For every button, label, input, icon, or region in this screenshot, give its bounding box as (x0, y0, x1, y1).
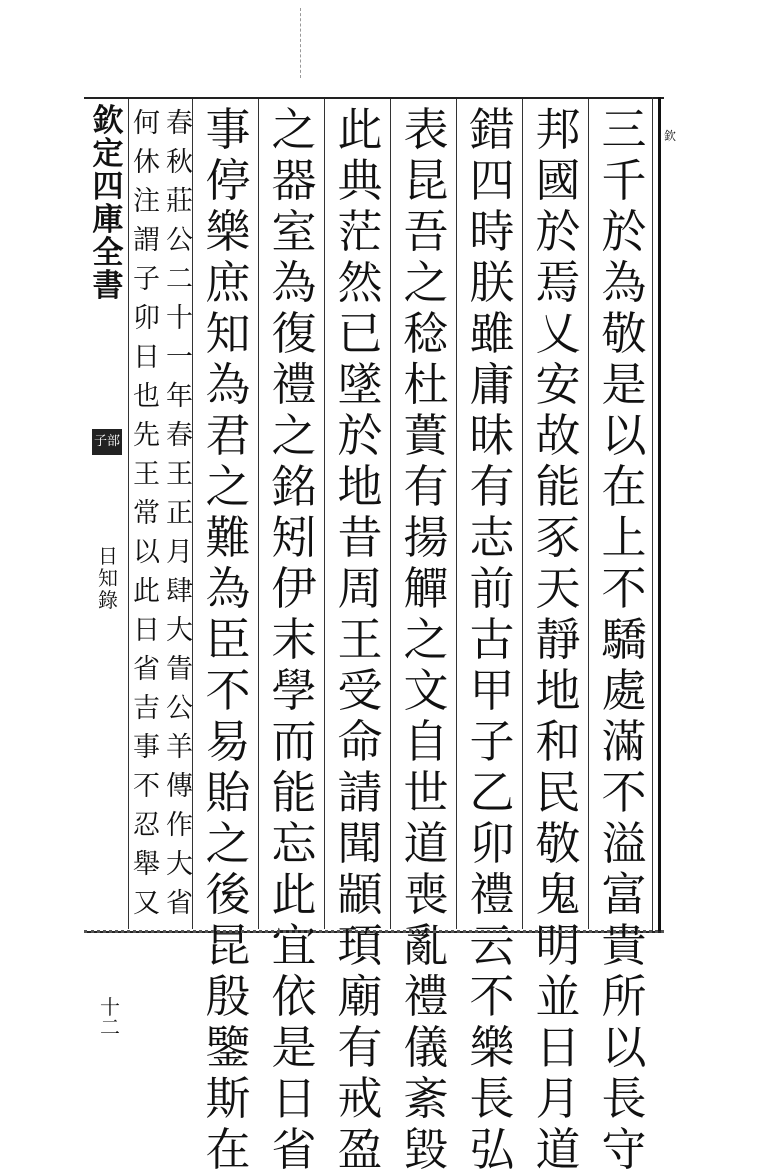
character: 稔 (403, 307, 449, 360)
character: 廟 (337, 970, 383, 1023)
character: 先 (133, 420, 160, 451)
character: 焉 (535, 256, 581, 309)
character: 志 (469, 511, 515, 564)
character: 為 (205, 358, 251, 411)
page-number: 十二 (100, 995, 120, 1039)
character: 樂 (205, 205, 251, 258)
text-column-4 (393, 103, 459, 1176)
character: 日 (133, 615, 160, 646)
character: 此 (337, 103, 383, 156)
character: 忘 (271, 817, 317, 870)
character: 全 (92, 235, 124, 271)
character: 邦 (535, 103, 581, 156)
character: 書 (92, 268, 124, 304)
commentary-column-2 (130, 104, 163, 922)
character: 之 (403, 613, 449, 666)
character: 公 (166, 225, 193, 256)
character: 之 (271, 409, 317, 462)
character: 矧 (271, 511, 317, 564)
character: 周 (337, 562, 383, 615)
character: 於 (535, 205, 581, 258)
character: 君 (205, 409, 251, 462)
character: 墜 (337, 358, 383, 411)
character: 省 (271, 1123, 317, 1176)
character: 鑒 (205, 1021, 251, 1074)
character: 不 (469, 970, 515, 1023)
character: 日 (98, 544, 118, 568)
character: 貴 (601, 919, 647, 972)
character: 正 (166, 498, 193, 529)
character: 昧 (469, 409, 515, 462)
character: 請 (337, 766, 383, 819)
character: 命 (337, 715, 383, 768)
character: 省 (166, 888, 193, 919)
character: 喪 (403, 868, 449, 921)
character: 驕 (601, 613, 647, 666)
character: 作 (166, 810, 193, 841)
margin-mark: 欽 (664, 129, 677, 143)
character: 蕢 (403, 409, 449, 462)
character: 四 (92, 169, 124, 205)
character: 此 (271, 868, 317, 921)
character: 盈 (337, 1123, 383, 1176)
text-column-6 (261, 103, 327, 1176)
character: 是 (601, 358, 647, 411)
character: 日 (271, 1072, 317, 1125)
character: 卯 (469, 817, 515, 870)
character: 後 (205, 868, 251, 921)
character: 昆 (403, 154, 449, 207)
character: 伊 (271, 562, 317, 615)
character: 敬 (535, 817, 581, 870)
character: 之 (271, 103, 317, 156)
character: 室 (271, 205, 317, 258)
character: 定 (92, 136, 124, 172)
frame-outer-rule (658, 97, 661, 931)
character: 以 (601, 409, 647, 462)
character: 道 (535, 1123, 581, 1176)
character: 之 (205, 817, 251, 870)
character: 杜 (403, 358, 449, 411)
bottom-border (84, 930, 664, 937)
character: 於 (337, 409, 383, 462)
book-title (94, 545, 122, 611)
character: 莊 (166, 186, 193, 217)
character: 昆 (205, 919, 251, 972)
character: 年 (166, 381, 193, 412)
character: 於 (601, 205, 647, 258)
section-mark: 子部 (92, 429, 122, 455)
character: 殷 (205, 970, 251, 1023)
character: 學 (271, 664, 317, 717)
character: 所 (601, 970, 647, 1023)
character: 安 (535, 358, 581, 411)
character: 戒 (337, 1072, 383, 1125)
character: 子 (133, 264, 160, 295)
character: 不 (601, 562, 647, 615)
character: 自 (403, 715, 449, 768)
character: 處 (601, 664, 647, 717)
character: 並 (535, 970, 581, 1023)
character: 子 (469, 715, 515, 768)
character: 和 (535, 715, 581, 768)
character: 舉 (133, 849, 160, 880)
character: 能 (535, 460, 581, 513)
character: 然 (337, 256, 383, 309)
character: 而 (271, 715, 317, 768)
character: 有 (403, 460, 449, 513)
character: 弘 (469, 1123, 515, 1176)
character: 云 (469, 919, 515, 972)
character: 道 (403, 817, 449, 870)
character: 春 (166, 108, 193, 139)
character: 一 (166, 342, 193, 373)
character: 時 (469, 205, 515, 258)
character: 王 (337, 613, 383, 666)
character: 聞 (337, 817, 383, 870)
character: 羊 (166, 732, 193, 763)
character: 事 (133, 732, 160, 763)
character: 地 (535, 664, 581, 717)
character: 禮 (469, 868, 515, 921)
character: 顓 (337, 868, 383, 921)
character: 又 (133, 888, 160, 919)
character: 傳 (166, 771, 193, 802)
character: 以 (601, 1021, 647, 1074)
character: 國 (535, 154, 581, 207)
character: 地 (337, 460, 383, 513)
character: 吾 (403, 205, 449, 258)
character: 亂 (403, 919, 449, 972)
character: 頊 (337, 919, 383, 972)
character: 事 (205, 103, 251, 156)
character: 秋 (166, 147, 193, 178)
character: 在 (601, 460, 647, 513)
character: 肆 (166, 576, 193, 607)
character: 難 (205, 511, 251, 564)
fold-guide (300, 8, 302, 78)
character: 庫 (92, 202, 124, 238)
character: 以 (133, 537, 160, 568)
character: 也 (133, 381, 160, 412)
character: 錄 (98, 588, 118, 612)
character: 昔 (337, 511, 383, 564)
commentary-column-1 (163, 104, 196, 922)
character: 宜 (271, 919, 317, 972)
character: 依 (271, 970, 317, 1023)
character: 大 (166, 849, 193, 880)
character: 何 (133, 108, 160, 139)
character: 雖 (469, 307, 515, 360)
collection-title (88, 105, 128, 303)
character: 儀 (403, 1021, 449, 1074)
character: 大 (166, 615, 193, 646)
character: 欽 (92, 103, 124, 139)
character: 紊 (403, 1072, 449, 1125)
character: 三 (601, 103, 647, 156)
character: 四 (469, 154, 515, 207)
character: 之 (403, 256, 449, 309)
character: 庸 (469, 358, 515, 411)
text-column-5 (327, 103, 393, 1176)
character: 甲 (469, 664, 515, 717)
character: 典 (337, 154, 383, 207)
character: 斯 (205, 1072, 251, 1125)
character: 卯 (133, 303, 160, 334)
character: 靜 (535, 613, 581, 666)
character: 月 (535, 1072, 581, 1125)
character: 常 (133, 498, 160, 529)
character: 天 (535, 562, 581, 615)
character: 乂 (535, 307, 581, 360)
character: 知 (205, 307, 251, 360)
character: 之 (205, 460, 251, 513)
character: 有 (469, 460, 515, 513)
character: 二 (166, 264, 193, 295)
character: 眚 (166, 654, 193, 685)
character: 受 (337, 664, 383, 717)
character: 謂 (133, 225, 160, 256)
character: 在 (205, 1123, 251, 1176)
character: 臣 (205, 613, 251, 666)
character: 復 (271, 307, 317, 360)
text-column-3 (459, 103, 525, 1176)
character: 鬼 (535, 868, 581, 921)
character: 庶 (205, 256, 251, 309)
character: 豕 (535, 511, 581, 564)
text-column-1 (591, 103, 657, 1176)
character: 不 (133, 771, 160, 802)
character: 不 (601, 766, 647, 819)
character: 注 (133, 186, 160, 217)
character: 守 (601, 1123, 647, 1176)
character: 日 (133, 342, 160, 373)
character: 前 (469, 562, 515, 615)
character: 銘 (271, 460, 317, 513)
character: 停 (205, 154, 251, 207)
character: 敬 (601, 307, 647, 360)
character: 貽 (205, 766, 251, 819)
character: 世 (403, 766, 449, 819)
character: 此 (133, 576, 160, 607)
character: 為 (271, 256, 317, 309)
character: 錯 (469, 103, 515, 156)
character: 乙 (469, 766, 515, 819)
character: 樂 (469, 1021, 515, 1074)
character: 明 (535, 919, 581, 972)
character: 千 (601, 154, 647, 207)
character: 省 (133, 654, 160, 685)
character: 朕 (469, 256, 515, 309)
character: 末 (271, 613, 317, 666)
character: 茫 (337, 205, 383, 258)
character: 能 (271, 766, 317, 819)
character: 王 (166, 459, 193, 490)
character: 王 (133, 459, 160, 490)
character: 禮 (403, 970, 449, 1023)
character: 故 (535, 409, 581, 462)
character: 十 (166, 303, 193, 334)
character: 是 (271, 1021, 317, 1074)
character: 溢 (601, 817, 647, 870)
character: 不 (205, 664, 251, 717)
character: 知 (98, 566, 118, 590)
text-column-2 (525, 103, 591, 1176)
character: 吉 (133, 693, 160, 724)
character: 古 (469, 613, 515, 666)
character: 上 (601, 511, 647, 564)
character: 為 (601, 256, 647, 309)
character: 滿 (601, 715, 647, 768)
character: 長 (601, 1072, 647, 1125)
commentary-columns (130, 104, 196, 922)
character: 休 (133, 147, 160, 178)
character: 已 (337, 307, 383, 360)
character: 長 (469, 1072, 515, 1125)
character: 觶 (403, 562, 449, 615)
character: 毀 (403, 1123, 449, 1176)
character: 為 (205, 562, 251, 615)
character: 月 (166, 537, 193, 568)
character: 忍 (133, 810, 160, 841)
character: 器 (271, 154, 317, 207)
text-column-7 (195, 103, 261, 1176)
character: 易 (205, 715, 251, 768)
character: 有 (337, 1021, 383, 1074)
title-strip (88, 99, 129, 1039)
character: 民 (535, 766, 581, 819)
character: 揚 (403, 511, 449, 564)
character: 日 (535, 1021, 581, 1074)
character: 公 (166, 693, 193, 724)
character: 表 (403, 103, 449, 156)
character: 文 (403, 664, 449, 717)
character: 春 (166, 420, 193, 451)
character: 富 (601, 868, 647, 921)
character: 禮 (271, 358, 317, 411)
